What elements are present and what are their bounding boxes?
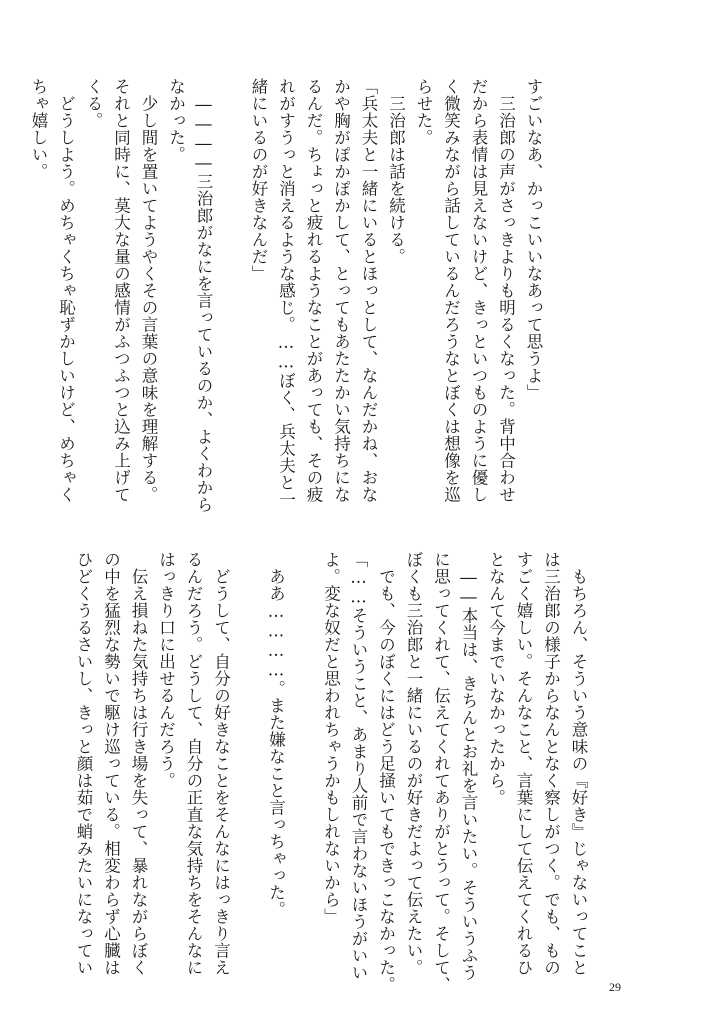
text-column: ――――三治郎がなにを言っているのか、よくわから [194, 78, 213, 513]
text-column: 「兵太夫と一緒にいるとほっとして、なんだかね、おな [359, 78, 378, 503]
text-column: れがすうっと消えるような感じ。……ぼく、兵太夫と一 [276, 78, 296, 508]
text-column: ――本当は、きちんとお礼を言いたい。そういうふう [459, 551, 478, 981]
text-column: はっきり口に出せるんだろう。 [156, 551, 176, 789]
text-column: に思ってくれて、伝えてくれてありがとうって。そして、 [431, 551, 451, 993]
text-column: でも、今のぼくにはどう足掻いてもできっこなかった。 [376, 551, 396, 993]
text-column: ちゃ嬉しい。 [29, 78, 48, 180]
text-column: すごいなあ、かっこいいなあって思うよ」 [524, 78, 543, 401]
upper-text-block [29, 78, 602, 513]
text-column: だから表情は見えないけど、きっといつものように優し [469, 78, 488, 503]
text-column: く微笑みながら話しているんだろうなとぼくは想像を巡 [441, 78, 461, 503]
page-number: 29 [609, 980, 621, 994]
text-column: かや胸がぽかぽかして、とってもあたたかい気持ちにな [331, 78, 351, 503]
text-column: るんだろう。どうして、自分の正直な気持ちをそんなに [184, 551, 203, 976]
text-column: どうして、自分の好きなことをそんなにはっきり言え [211, 551, 231, 976]
text-column: なかった。 [166, 78, 186, 163]
text-column: 伝え損ねた気持ちは行き場を失って、暴れながらぼく [129, 551, 148, 976]
text-column: それと同時に、莫大な量の感情がふつふつと込み上げて [111, 78, 131, 503]
text-column: くる。 [84, 78, 103, 129]
text-column: ひどくうるさいし、きっと顔は茹で蛸みたいになってい [74, 551, 93, 976]
text-column: どうしよう。めちゃくちゃ恥ずかしいけど、めちゃく [56, 78, 76, 503]
text-column: すごく嬉しい。そんなこと、言葉にして伝えてくれるひ [514, 551, 533, 976]
blank-column [235, 551, 263, 961]
text-column: ああ…………。また嫌なこと言っちゃった。 [266, 551, 286, 918]
text-column: 「……そういうこと、あまり人前で言わないほうがいい [349, 551, 368, 981]
blank-column [217, 78, 245, 510]
text-column: らせた。 [414, 78, 433, 146]
text-column: は三治郎の様子からなんとなく察しがつく。でも、もの [541, 551, 561, 976]
text-column: 三治郎は話を続ける。 [386, 78, 406, 265]
text-column: 緒にいるのが好きなんだ」 [249, 78, 268, 282]
text-column: 少し間を置いてようやくその言葉の意味を理解する。 [139, 78, 158, 503]
text-column: となんて今までいなかったから。 [486, 551, 506, 806]
text-column: の中を猛烈な勢いで駆け巡っている。相変わらず心臓は [101, 551, 121, 976]
blank-column [290, 551, 318, 961]
text-column: るんだ。ちょっと疲れるようなことがあっても、その疲 [304, 78, 323, 503]
text-column: ぼくも三治郎と一緒にいるのが好きだよって伝えたい。 [404, 551, 423, 976]
text-column: よ。変な奴だと思われちゃうかもしれないから」 [321, 551, 341, 925]
text-column: もちろん、そういう意味の『好き』じゃないってこと [569, 551, 588, 976]
text-column: 三治郎の声がさっきよりも明るくなった。背中合わせ [496, 78, 516, 503]
